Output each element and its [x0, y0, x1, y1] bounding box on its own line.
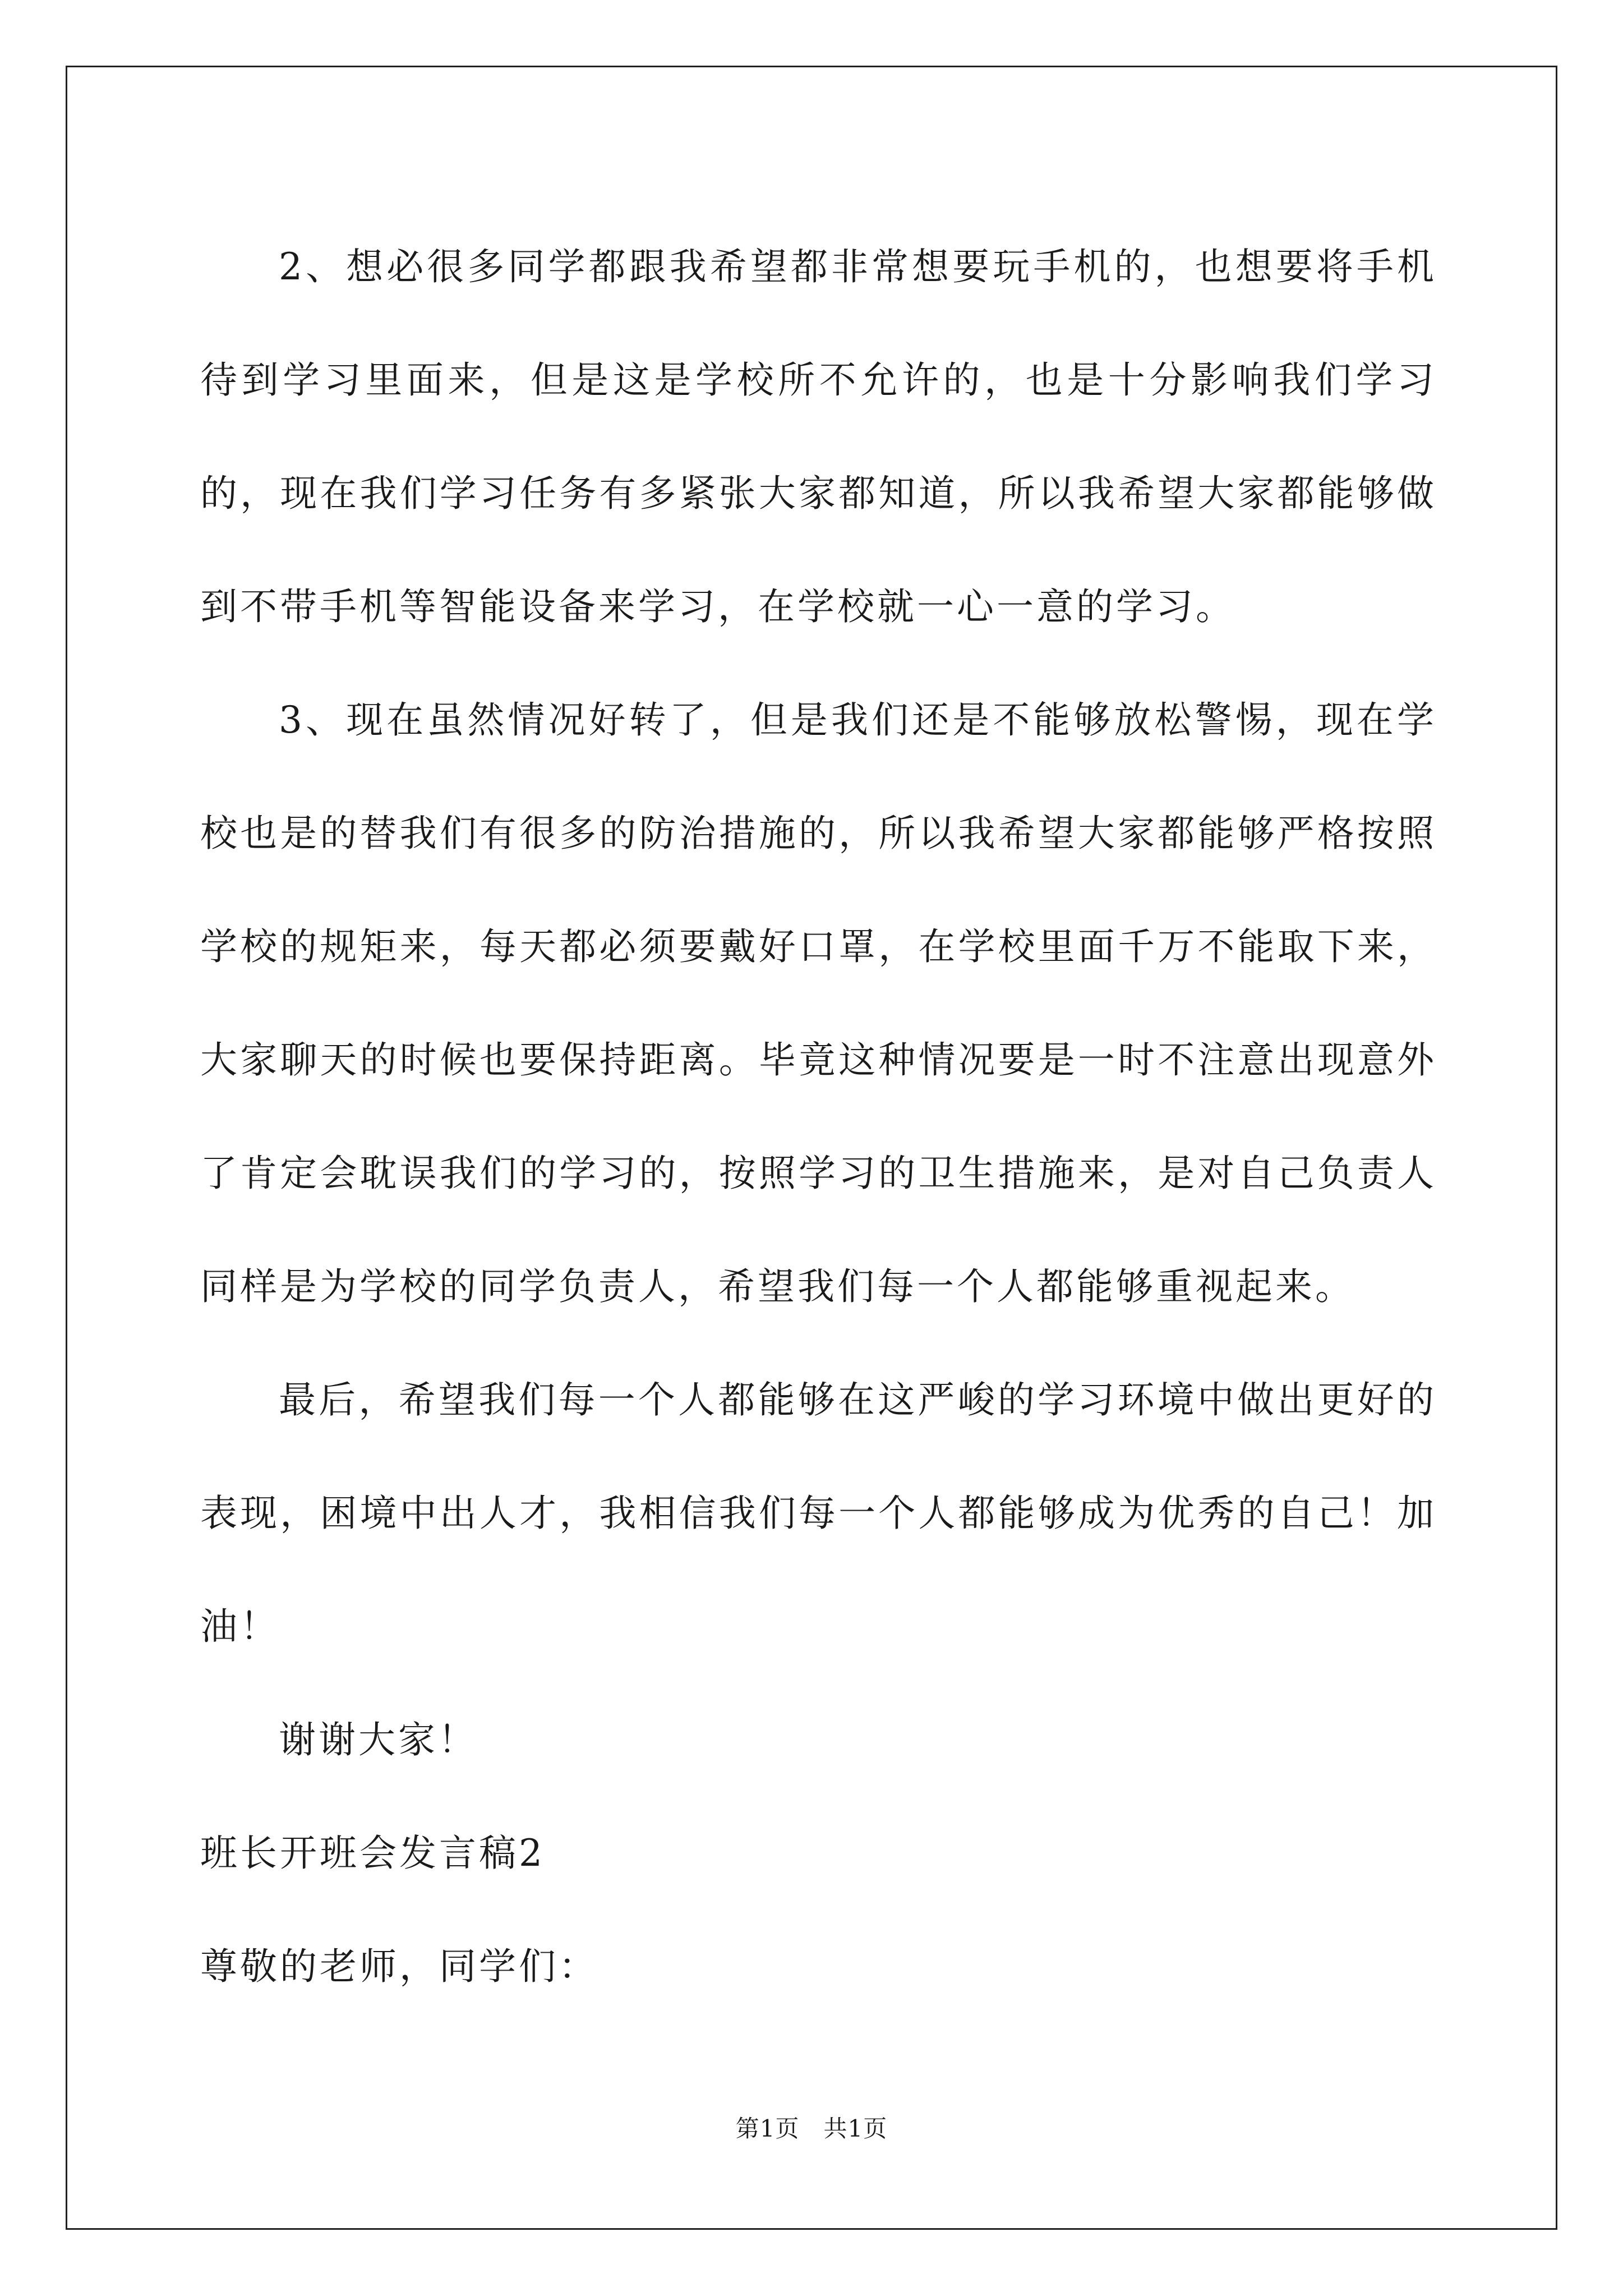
paragraph-closing: 最后，希望我们每一个人都能够在这严峻的学习环境中做出更好的表现，困境中出人才，我相信我们每一个人都能够成为优秀的自己！加油！	[200, 1378, 1437, 1648]
page-footer: 第1页 共1页	[735, 2115, 888, 2142]
section-title: 班长开班会发言稿2	[200, 1832, 545, 1875]
document-body	[200, 210, 1437, 2023]
paragraph-thanks: 谢谢大家！	[279, 1718, 478, 1761]
paragraph-phones: 2、想必很多同学都跟我希望都非常想要玩手机的，也想要将手机待到学习里面来，但是这是学校所不允许的，也是十分影响我们学习的，现在我们学习任务有多紧张大家都知道，所以我希望大家都能够做到不带手机等智能设备来学习，在学校就一心一意的学习。	[200, 245, 1437, 628]
paragraph-epidemic: 3、现在虽然情况好转了，但是我们还是不能够放松警惕，现在学校也是的替我们有很多的防治措施的，所以我希望大家都能够严格按照学校的规矩来，每天都必须要戴好口罩，在学校里面千万不能取下来，大家聊天的时候也要保持距离。毕竟这种情况要是一时不注意出现意外了肯定会耽误我们的学习的，按照学习的卫生措施来，是对自己负责人同样是为学校的同学负责人，希望我们每一个人都能够重视起来。	[200, 698, 1437, 1308]
salutation: 尊敬的老师，同学们：	[200, 1945, 598, 1988]
